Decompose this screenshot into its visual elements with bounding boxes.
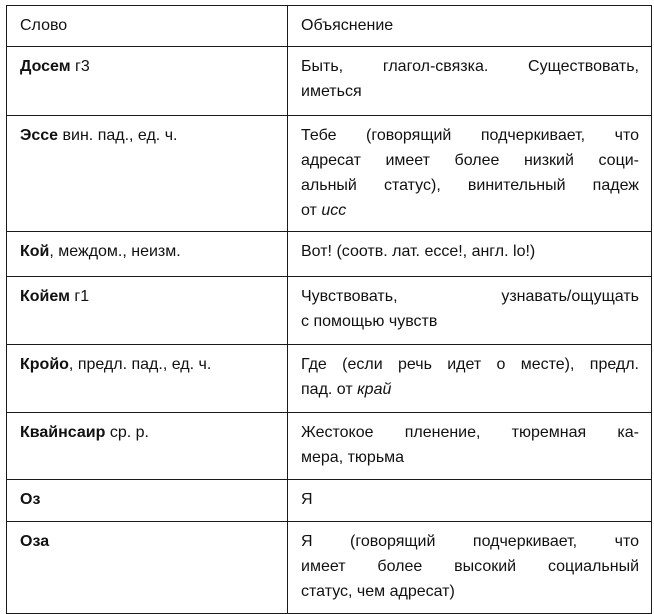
- headword: Эссе: [20, 127, 59, 144]
- word-cell: [7, 345, 288, 413]
- table-row: [7, 116, 652, 232]
- explanation-line: альный статус), винительный падеж: [301, 177, 639, 194]
- word-cell: [7, 277, 288, 345]
- word-cell: [7, 522, 288, 614]
- explanation-line: Я (говорящий подчеркивает, что: [301, 533, 639, 550]
- table-row: [7, 480, 652, 522]
- headword: Кой: [20, 243, 50, 260]
- header-cell-explanation: Объяснение: [288, 6, 652, 47]
- headword: Кройо: [20, 356, 69, 373]
- explanation-cell: [288, 47, 652, 116]
- table-row: [7, 47, 652, 116]
- explanation-line: Я: [301, 491, 313, 508]
- grammar-note: г1: [69, 288, 90, 305]
- word-cell: [7, 413, 288, 480]
- grammar-note: ср. р.: [105, 424, 149, 441]
- explanation-cell: [288, 345, 652, 413]
- explanation-cell: [288, 480, 652, 522]
- explanation-italic-term: край: [357, 381, 392, 398]
- table-row: [7, 413, 652, 480]
- table-header-row: [7, 6, 652, 47]
- explanation-line: Тебе (говорящий подчеркивает, что: [301, 127, 639, 144]
- grammar-note: , предл. пад., ед. ч.: [68, 356, 212, 373]
- explanation-line: адресат имеет более низкий соци-: [301, 152, 639, 169]
- word-cell: [7, 116, 288, 232]
- grammar-note: г3: [70, 58, 90, 75]
- explanation-line: Чувствовать, узнавать/ощущать: [301, 288, 639, 305]
- explanation-line: Жестокое пленение, тюремная ка-: [301, 424, 639, 441]
- explanation-line: Вот! (соотв. лат. ecce!, англ. lo!): [301, 243, 536, 260]
- header-cell-word: Слово: [7, 6, 288, 47]
- headword: Оза: [20, 533, 50, 550]
- grammar-note: , междом., неизм.: [49, 243, 181, 260]
- explanation-cell: [288, 116, 652, 232]
- word-cell: [7, 480, 288, 522]
- explanation-line: [301, 377, 639, 402]
- grammar-note: вин. пад., ед. ч.: [58, 127, 178, 144]
- explanation-line: Быть, глагол-связка. Существовать,: [301, 58, 639, 75]
- table-row: [7, 345, 652, 413]
- explanation-line: статус, чем адресат): [301, 583, 455, 600]
- explanation-italic-term: исс: [321, 202, 347, 219]
- explanation-prefix: от: [301, 202, 322, 219]
- explanation-prefix: пад. от: [301, 381, 358, 398]
- table-row: [7, 232, 652, 277]
- headword: Досем: [20, 58, 71, 75]
- headword: Оз: [20, 491, 41, 508]
- word-cell: [7, 232, 288, 277]
- explanation-cell: [288, 522, 652, 614]
- word-cell: [7, 47, 288, 116]
- explanation-line: имеет более высокий социальный: [301, 558, 639, 575]
- table-row: [7, 522, 652, 614]
- explanation-cell: [288, 277, 652, 345]
- explanation-line: [301, 198, 639, 223]
- table-row: [7, 277, 652, 345]
- headword: Квайнсаир: [20, 424, 106, 441]
- explanation-cell: [288, 232, 652, 277]
- glossary-table: [6, 5, 652, 614]
- explanation-line: Где (если речь идет о месте), предл.: [301, 356, 639, 373]
- explanation-line: мера, тюрьма: [301, 449, 405, 466]
- headword: Койем: [20, 288, 70, 305]
- explanation-line: с помощью чувств: [301, 313, 438, 330]
- explanation-line: иметься: [301, 83, 362, 100]
- explanation-cell: [288, 413, 652, 480]
